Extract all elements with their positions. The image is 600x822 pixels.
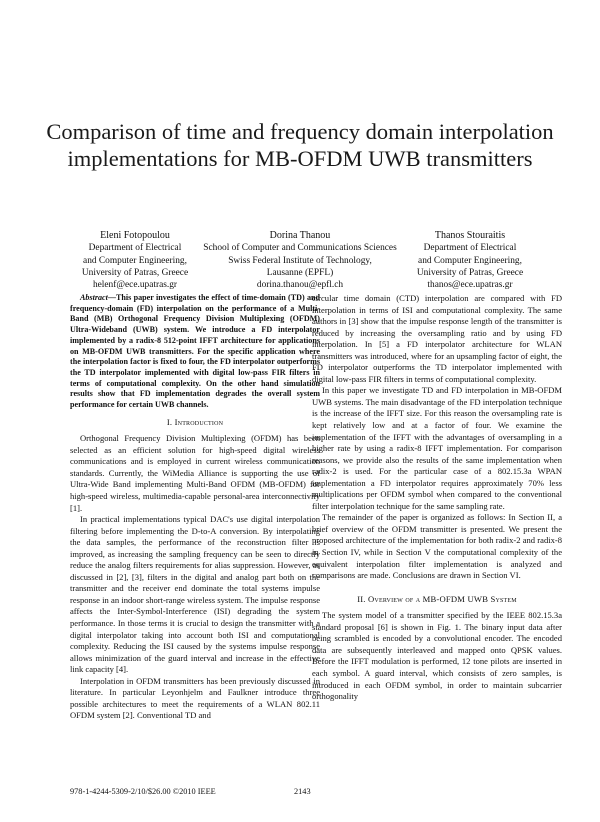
page-number: 2143 — [294, 787, 311, 796]
section-title: Introduction — [174, 416, 224, 427]
author-name: Eleni Fotopoulou — [100, 230, 170, 241]
author-block-1 — [60, 230, 210, 291]
section-numeral: I. — [166, 416, 173, 427]
section-title: Overview of a MB-OFDM UWB System — [368, 593, 517, 604]
author-affiliation-line: Swiss Federal Institute of Technology, — [228, 255, 372, 266]
paragraph: The system model of a transmitter specified by the IEEE 802.15.3a standard proposal [6] is shown in Fig. 1. The binary input data after being scrambled is encoded by a convolutional encoder. The encoded data are subsequently interleaved and mapped onto QPSK values. Before the IFFT modulation is performed, 12 tone pilots are inserted in each symbol. A guard interval, which consists of zero samples, is introduced in each OFDM symbol, in order to maintain subcarrier orthogonality — [312, 610, 562, 702]
paragraph: Orthogonal Frequency Division Multiplexing (OFDM) has been selected as an efficient solution for high-speed digital wireless communications and is employed in current wireless communication standards. Currently, the WiMedia Alliance is supporting the use of Ultra-Wide Band implementing Multi-Band OFDM (MB-OFDM) for high-speed wireless, multimedia-capable personal-area interconnectivity [1]. — [70, 433, 320, 513]
footer-copyright: 978-1-4244-5309-2/10/$26.00 ©2010 IEEE — [70, 787, 216, 796]
author-affiliation-line: Department of Electrical — [88, 243, 182, 254]
section-heading-overview — [312, 594, 562, 606]
author-email: dorina.thanou@epfl.ch — [256, 280, 344, 291]
author-affiliation-line: and Computer Engineering, — [418, 255, 522, 266]
abstract-text: —This paper investigates the effect of time-domain (TD) and frequency-domain (FD) interpolation on the performance of a Multi-Band (MB) Orthogonal Frequency Division Multiplexing (OFDM) Ultra-Wideband (UWB) system. We introduce a FD interpolator implemented by a radix-8 512-point IFFT architecture for applications on MB-OFDM UWB transmitters. For the specific application where the interpolation factor is fixed to four, the FD interpolator outperforms the TD interpolator implemented with digital low-pass FIR filters in terms of computational complexity. On the other hand simulation results show that FD implementation degrades the overall system performance for certain UWB channels. — [70, 293, 320, 410]
author-affiliation-line: University of Patras, Greece — [81, 267, 189, 278]
author-email: thanos@ece.upatras.gr — [427, 280, 513, 291]
paragraph: Interpolation in OFDM transmitters has been previously discussed in literature. In particular Leyonhjelm and Faulkner introduce three possible architectures to meet the requirements of a WLAN 802.11 OFDM system [2]. Conventional TD and — [70, 675, 320, 721]
abstract — [70, 293, 320, 411]
paper-title: Comparison of time and frequency domain interpolation implementations for MB-OFDM UWB transmitters — [46, 119, 554, 171]
author-block-3 — [395, 230, 545, 291]
left-column — [70, 293, 320, 722]
section-numeral: II. — [357, 593, 366, 604]
author-affiliation-line: Department of Electrical — [423, 243, 517, 254]
author-affiliation-line: School of Computer and Communications Sciences — [203, 243, 397, 254]
author-name: Dorina Thanou — [269, 230, 331, 241]
author-affiliation-line: University of Patras, Greece — [416, 267, 524, 278]
abstract-label: Abstract — [80, 293, 108, 302]
author-affiliation-line: and Computer Engineering, — [83, 255, 187, 266]
section-heading-introduction — [70, 417, 320, 429]
paragraph: The remainder of the paper is organized as follows: In Section II, a brief overview of the OFDM transmitter is presented. We present the proposed architecture of the implementation for both radix-2 and radix-8 in Section IV, while in Section V the computational complexity of the equivalent interpolation filter implementation is analyzed and comparisons are made. Conclusions are drawn in Section VI. — [312, 512, 562, 581]
author-email: helenf@ece.upatras.gr — [92, 280, 178, 291]
paragraph: In practical implementations typical DAC's use digital interpolation filtering before implementing the D-to-A conversion. By interpolating the data samples, the performance of the reconstruction filter is improved, as increasing the sampling frequency can be seen to directly reduce the analog filters requirements for alias suppression. However, as discussed in [2], [3], filters in the digital and analog part both on the transmitter and the receiver end dominate the total systems impulse response in an indoor short-range wireless system. The impulse response affects the Inter-Symbol-Interference (ISI) degrading the system performance. In those terms it is crucial to design the transmitter with a digital interpolator taking into account both ISI and computational complexity. Reducing the ISI caused by the systems impulse response allows minimization of the guard interval and increase in the effective link capacity [4]. — [70, 514, 320, 675]
paragraph: circular time domain (CTD) interpolation are compared with FD interpolation in terms of ISI and computational complexity. The same authors in [3] show that the impulse response length of the transmitter is reduced by increasing the oversampling ratio and by using FD interpolation. In [5] a FD interpolator architecture for WLAN transmitters was introduced, where for an upsampling factor of eight, the FD interpolator outperforms the TD interpolator implemented with digital low-pass FIR filters in terms of computational complexity. — [312, 293, 562, 384]
author-block-2 — [200, 230, 400, 291]
right-column — [312, 293, 562, 703]
paragraph: In this paper we investigate TD and FD interpolation in MB-OFDM UWB systems. The main disadvantage of the FD interpolation technique is the increase of the IFFT size. For this reason the oversampling rate is kept relatively low and at a factor of four. We examine the implementation of the IFFT with the advantages of oversampling in a higher rate by using a radix-8 IFFT implementation. For comparison reasons, we provide also the results of the same implementation when radix-2 is used. For the particular case of a 802.15.3a WPAN implementation a FD interpolator requires approximately 70% less multiplications per OFDM symbol when compared to the conventional filter interpolation technique for the same sampling rate. — [312, 385, 562, 511]
author-affiliation-line: Lausanne (EPFL) — [266, 267, 334, 278]
author-name: Thanos Stouraitis — [434, 230, 506, 241]
